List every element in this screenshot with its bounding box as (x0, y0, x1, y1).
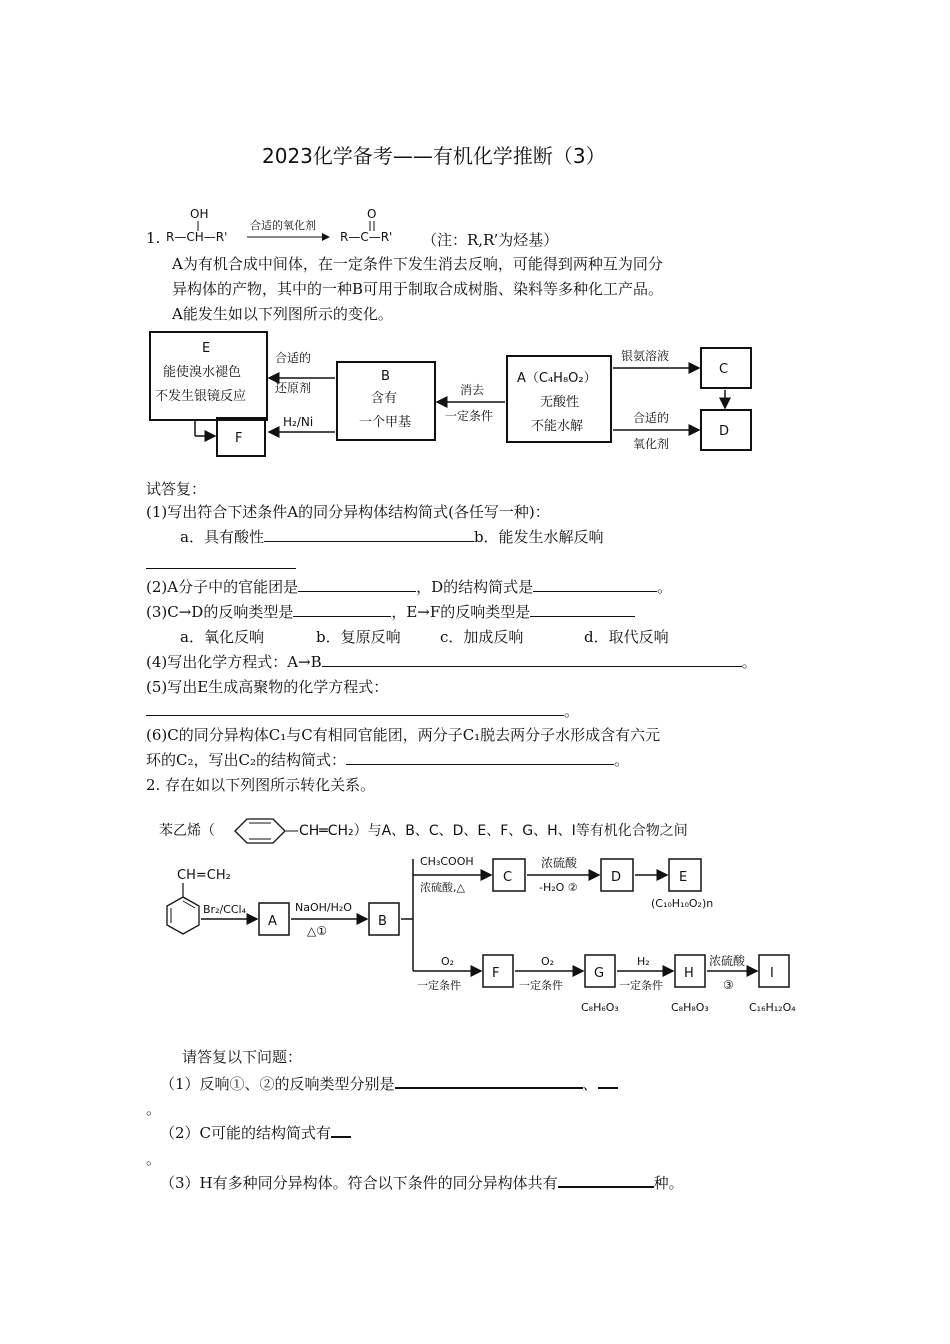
q1-reactant-oh: OH (190, 207, 209, 221)
blank-q2-1b[interactable] (598, 1073, 618, 1089)
box-a-label: A（C₄H₈O₂） (517, 371, 597, 386)
q2-dot1: 。 (146, 1100, 162, 1118)
arrow-ab-top: 消去 (460, 383, 485, 397)
arrow-ab-bottom: 一定条件 (445, 409, 494, 423)
box-e-label: E (202, 341, 211, 356)
arrow-ac-label: 银氨溶液 (621, 349, 670, 363)
arrow-ef-label: H₂/Ni (283, 415, 314, 429)
r6-bottom: 一定条件 (519, 979, 563, 992)
box-a-line1: 无酸性 (540, 395, 580, 410)
r8-top: 浓硫酸 (709, 954, 746, 968)
box-d-label: D (719, 424, 730, 439)
q1-option-b: b．复原反响 (316, 628, 401, 646)
q1-p2: (2)A分子中的官能团是 ，D的结构简式是 。 (146, 578, 673, 596)
q2-header-right: —CH═CH₂）与A、B、C、D、E、F、G、H、I等有机化合物之间 (285, 823, 688, 839)
q1-p1a: a．具有酸性 b．能发生水解反响 (180, 528, 604, 546)
r3-top: CH₃COOH (420, 855, 474, 868)
q1-reactant: R—CH—R' (166, 230, 228, 244)
start-label: CH=CH₂ (177, 868, 231, 883)
q1-answer-intro: 试答复： (146, 480, 207, 498)
blank-5[interactable] (146, 701, 564, 716)
q1-intro-1: A为有机合成中间体，在一定条件下发生消去反响，可能得到两种互为同分 (172, 255, 663, 273)
box-b-line2: 一个甲基 (359, 415, 412, 430)
q1-option-d: d．取代反响 (584, 628, 669, 646)
q1-intro-2: 异构体的产物，其中的一种B可用于制取合成树脂、染料等多种化工产品。 (172, 280, 664, 298)
arrow-ad-top: 合适的 (633, 411, 670, 425)
benzene-structure-icon (167, 897, 199, 934)
q1-product-o: O (367, 207, 377, 221)
q2-flow-diagram (155, 815, 815, 1020)
q1-intro-3: A能发生如以下列图所示的变化。 (172, 305, 393, 323)
q1-p6b: 环的C₂，写出C₂的结构简式： 。 (146, 751, 629, 769)
q1-p5-line: 。 (146, 700, 579, 721)
page-title: 2023化学备考——有机化学推断（3） (262, 144, 606, 168)
r5-top: O₂ (441, 955, 455, 968)
q1-flow-diagram (145, 322, 765, 462)
q1-reaction-scheme (162, 203, 422, 247)
r8-bottom: ③ (723, 978, 734, 992)
r2-bottom: △① (307, 924, 327, 938)
q1-option-a: a．氧化反响 (180, 628, 264, 646)
blank-1a[interactable] (264, 527, 474, 542)
q2-s3: （3）H有多种同分异构体。符合以下条件的同分异构体共有 种。 (160, 1174, 684, 1192)
r4-top: 浓硫酸 (541, 856, 578, 870)
box-b2-label: B (378, 914, 387, 929)
box-b-line1: 含有 (371, 391, 398, 406)
q2-ask: 请答复以下问题： (182, 1048, 303, 1066)
i2-formula: C₁₆H₁₂O₄ (749, 1001, 796, 1014)
q2-s2: （2）C可能的结构简式有 (160, 1122, 351, 1143)
q1-option-c: c．加成反响 (440, 628, 524, 646)
box-e2-label: E (679, 870, 688, 885)
r2-top: NaOH/H₂O (295, 901, 352, 914)
q1-number: 1. (146, 229, 161, 247)
box-e-line1: 能使溴水褪色 (163, 365, 242, 380)
box-c-label: C (719, 362, 729, 377)
blank-2a[interactable] (298, 577, 416, 592)
blank-4[interactable] (322, 652, 742, 667)
blank-q2-3[interactable] (558, 1172, 654, 1188)
e2-formula: (C₁₀H₁₀O₂)n (651, 897, 714, 910)
q1-p5: (5)写出E生成高聚物的化学方程式： (146, 678, 389, 696)
q2-s1: （1）反响①、②的反响类型分别是 、 (160, 1073, 618, 1094)
r3-bottom: 浓硫酸,△ (420, 881, 465, 894)
q2-header-left: 苯乙烯（ (159, 823, 215, 839)
box-b-label: B (381, 369, 390, 384)
r7-bottom: 一定条件 (619, 979, 663, 992)
blank-6[interactable] (346, 750, 614, 765)
r5-bottom: 一定条件 (417, 979, 461, 992)
q1-product: R—C—R' (340, 230, 393, 244)
q2-dot2: 。 (146, 1150, 162, 1168)
q1-p1b-blank[interactable] (146, 554, 296, 573)
blank-3b[interactable] (530, 602, 635, 617)
r1-label: Br₂/CCl₄ (203, 903, 247, 916)
r6-top: O₂ (541, 955, 555, 968)
q1-p4: (4)写出化学方程式：A→B 。 (146, 653, 757, 671)
box-h2-label: H (684, 966, 694, 981)
q1-arrow-label: 合适的氧化剂 (250, 219, 316, 232)
blank-2b[interactable] (533, 577, 657, 592)
q1-p3: (3)C→D的反响类型是 ，E→F的反响类型是 (146, 601, 635, 622)
arrow-be-bottom: 还原剂 (275, 381, 312, 395)
box-e-line2: 不发生银镜反应 (155, 389, 247, 404)
arrow-ad-bottom: 氧化剂 (633, 437, 670, 451)
box-c2-label: C (503, 870, 513, 885)
r4-bottom: -H₂O ② (539, 881, 578, 894)
box-g2-label: G (594, 966, 605, 981)
blank-q2-1a[interactable] (395, 1073, 583, 1089)
box-i2-label: I (770, 966, 774, 981)
box-a-line2: 不能水解 (531, 419, 584, 434)
box-f2-label: F (492, 966, 500, 981)
q1-note: （注：R,R’为烃基） (422, 231, 559, 249)
r7-top: H₂ (637, 955, 650, 968)
box-i2 (759, 955, 789, 987)
box-d2-label: D (611, 870, 622, 885)
q1-p6a: (6)C的同分异构体C₁与C有相同官能团，两分子C₁脱去两分子水形成含有六元 (146, 726, 661, 744)
box-f-label: F (235, 431, 243, 446)
q2-intro: 2. 存在如以下列图所示转化关系。 (146, 776, 376, 794)
g2-formula: C₈H₆O₃ (581, 1001, 619, 1014)
h2-formula: C₈H₈O₃ (671, 1001, 709, 1014)
blank-3a[interactable] (293, 602, 391, 617)
arrow-be-top: 合适的 (275, 351, 312, 365)
box-a2-label: A (268, 914, 277, 929)
q1-p1: (1)写出符合下述条件A的同分异构体结构简式(各任写一种)： (146, 503, 550, 521)
blank-q2-2[interactable] (331, 1122, 351, 1138)
